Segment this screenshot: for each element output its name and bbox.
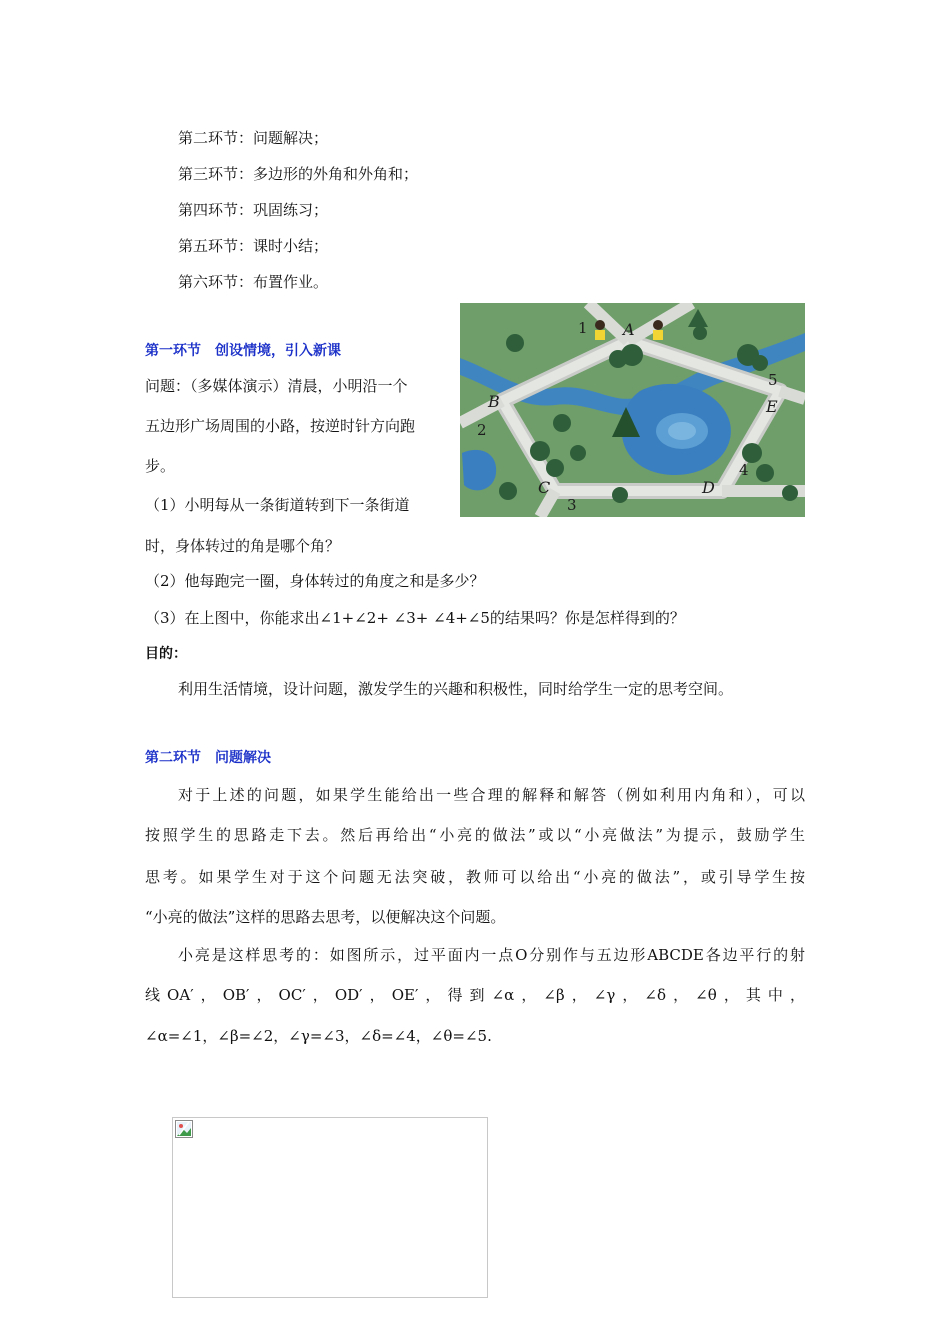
map-label-4: 4 bbox=[739, 461, 749, 479]
para1-line: 思考。如果学生对于这个问题无法突破，教师可以给出“小亮的做法”，或引导学生按 bbox=[145, 868, 805, 886]
map-label-D: D bbox=[702, 478, 715, 497]
question-3: （3）在上图中，你能求出∠1+∠2+ ∠3+ ∠4+∠5的结果吗？你是怎样得到的？ bbox=[145, 609, 685, 627]
outline-item-6: 第六环节：布置作业。 bbox=[178, 273, 329, 291]
section2-heading: 第二环节 问题解决 bbox=[145, 750, 271, 766]
map-label-2: 2 bbox=[477, 421, 487, 439]
problem-line: 问题：（多媒体演示）清晨，小明沿一个 bbox=[145, 377, 408, 395]
image-placeholder bbox=[172, 1117, 488, 1298]
section1-heading: 第一环节 创设情境，引入新课 bbox=[145, 343, 341, 359]
problem-line: 步。 bbox=[145, 457, 176, 475]
purpose-label: 目的： bbox=[145, 646, 187, 662]
map-label-A: A bbox=[623, 320, 635, 339]
broken-image-icon bbox=[175, 1120, 193, 1138]
question-1-line: 时，身体转过的角是哪个角？ bbox=[145, 537, 341, 555]
para1-line: 按照学生的思路走下去。然后再给出“小亮的做法”或以“小亮做法”为提示，鼓励学生 bbox=[145, 826, 805, 844]
map-label-C: C bbox=[538, 478, 551, 497]
question-1-line: （1）小明每从一条街道转到下一条街道 bbox=[145, 496, 410, 514]
outline-item-5: 第五环节：课时小结； bbox=[178, 237, 329, 255]
para2-line: 小亮是这样思考的：如图所示，过平面内一点O分别作与五边形ABCDE各边平行的射 bbox=[178, 946, 805, 964]
purpose-text: 利用生活情境，设计问题，激发学生的兴趣和积极性，同时给学生一定的思考空间。 bbox=[178, 680, 734, 698]
map-label-B: B bbox=[488, 392, 500, 411]
map-label-3: 3 bbox=[567, 496, 577, 514]
outline-item-4: 第四环节：巩固练习； bbox=[178, 201, 329, 219]
map-label-E: E bbox=[766, 397, 778, 416]
para1-line: 对于上述的问题，如果学生能给出一些合理的解释和解答（例如利用内角和），可以 bbox=[178, 786, 805, 804]
outline-item-3: 第三环节：多边形的外角和外角和； bbox=[178, 165, 419, 183]
map-label-5: 5 bbox=[768, 371, 778, 389]
para2-line: 线OA′，OB′，OC′，OD′，OE′，得到∠α，∠β，∠γ，∠δ，∠θ，其中， bbox=[145, 986, 805, 1004]
question-2: （2）他每跑完一圈，身体转过的角度之和是多少？ bbox=[145, 572, 485, 590]
para2-line: ∠α=∠1，∠β=∠2，∠γ=∠3，∠δ=∠4，∠θ=∠5. bbox=[145, 1027, 492, 1045]
park-map-illustration bbox=[460, 303, 805, 517]
outline-item-2: 第二环节：问题解决； bbox=[178, 129, 329, 147]
para1-line: “小亮的做法”这样的思路去思考，以便解决这个问题。 bbox=[145, 908, 506, 926]
problem-line: 五边形广场周围的小路，按逆时针方向跑 bbox=[145, 417, 416, 435]
map-label-1: 1 bbox=[578, 319, 588, 337]
